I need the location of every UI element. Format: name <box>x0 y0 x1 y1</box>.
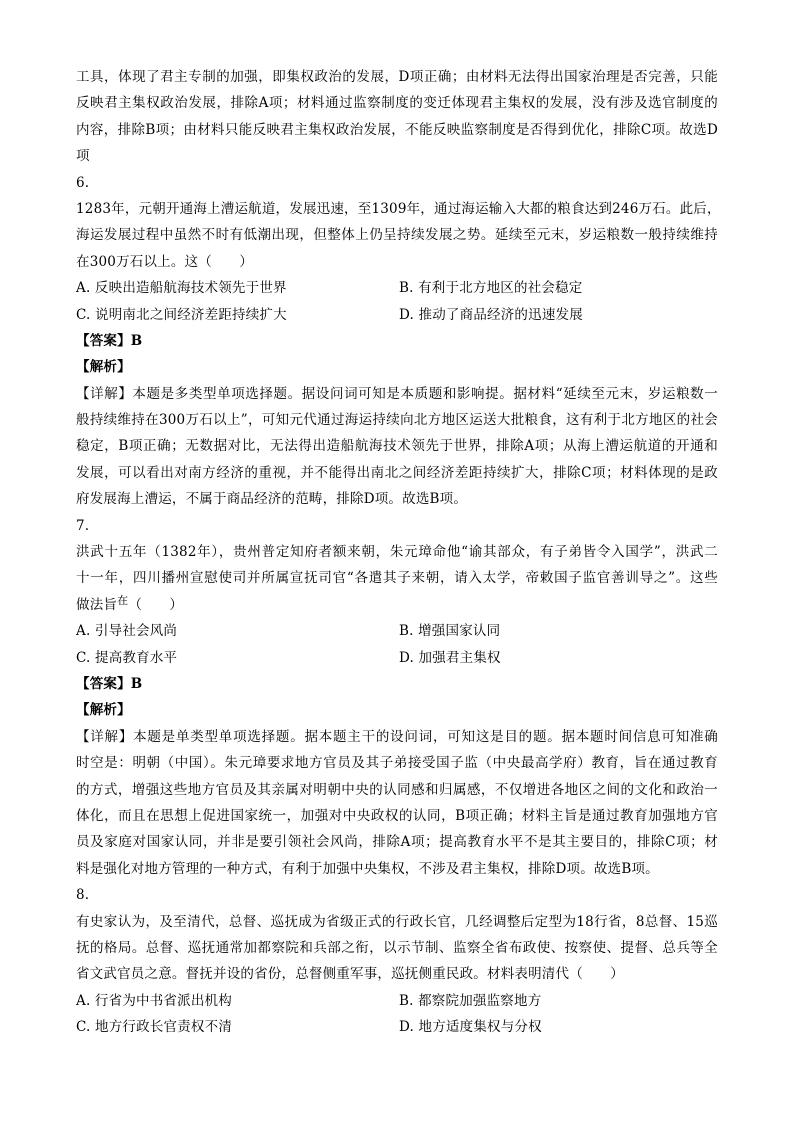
options-row <box>76 988 718 1014</box>
detail-line: 般持续维持在300万石以上”，可知元代通过海运持续向北方地区运送大批粮食，这有利于北方地区的社会 <box>76 412 718 429</box>
question-number: 6. <box>76 174 90 191</box>
detail-line: 员及家庭对国家认同，并非是要引领社会风尚，排除A项；提高教育水平不是其主要目的，排除C项；材 <box>76 834 718 851</box>
option-d: D. 推动了商品经济的迅速发展 <box>399 306 583 323</box>
text-line: 项 <box>76 148 90 165</box>
question-stem: 有史家认为，及至清代，总督、巡抚成为省级正式的行政长官，几经调整后定型为18行省，8总督、15巡 <box>76 913 718 930</box>
option-a: A. 反映出造船航海技术领先于世界 <box>76 280 287 297</box>
document-page <box>76 64 721 1040</box>
question-number: 7. <box>76 517 90 534</box>
answer-label: 【答案】B <box>76 332 143 349</box>
question-number: 8. <box>76 887 90 904</box>
question-stem: 在300万石以上。这（ ） <box>76 253 254 270</box>
options-row <box>76 275 718 301</box>
detail-line: 稳定，B项正确；无数据对比，无法得出造船航海技术领先于世界，排除A项；从海上漕运航道的开通和 <box>76 438 718 455</box>
options-row <box>76 302 718 328</box>
analysis-label: 【解析】 <box>76 702 131 719</box>
question-6 <box>76 170 721 513</box>
options-row <box>76 645 718 671</box>
question-stem: 洪武十五年（1382年），贵州普定知府者额来朝，朱元璋命他“谕其部众，有子弟皆令入国学”，洪武二 <box>76 544 718 561</box>
text-line: 工具，体现了君主专制的加强，即集权政治的发展，D项正确；由材料无法得出国家治理是否完善，只能 <box>76 69 718 85</box>
answer-label: 【答案】B <box>76 675 143 692</box>
text-line: 反映君主集权政治发展，排除A项；材料通过监察制度的变迁体现君主集权的发展，没有涉及选官制度的 <box>76 95 718 112</box>
option-d: D. 加强君主集权 <box>399 649 501 666</box>
detail-line: 发展，可以看出对南方经济的重视，并不能得出南北之间经济差距持续扩大，排除C项；材料体现的是政 <box>76 464 718 481</box>
stem-superscript: 在 <box>117 593 129 607</box>
question-stem: 十一年，四川播州宣慰使司并所属宣抚司官“各遣其子来朝，请入太学，帝敕国子监官善训导之”。这些 <box>76 570 718 587</box>
option-c: C. 提高教育水平 <box>76 649 178 666</box>
question-8 <box>76 882 718 1040</box>
options-row <box>76 1014 718 1040</box>
analysis-label: 【解析】 <box>76 359 131 376</box>
option-d: D. 地方适度集权与分权 <box>399 1019 542 1036</box>
stem-prefix: 做法旨 <box>76 596 118 613</box>
q5-analysis-tail <box>76 64 718 170</box>
question-stem: 省文武官员之意。督抚并设的省份，总督侧重军事，巡抚侧重民政。材料表明清代（ ） <box>76 966 624 983</box>
option-a: A. 行省为中书省派出机构 <box>76 992 232 1009</box>
options-row <box>76 618 718 644</box>
question-7 <box>76 513 718 882</box>
question-stem: 海运发展过程中虽然不时有低潮出现，但整体上仍呈持续发展之势。延续至元末，岁运粮数一般持续维持 <box>76 227 718 244</box>
option-b: B. 有利于北方地区的社会稳定 <box>399 280 583 297</box>
detail-line: 府发展海上漕运，不属于商品经济的范畴，排除D项。故选B项。 <box>76 491 468 508</box>
option-a: A. 引导社会风尚 <box>76 623 178 640</box>
option-b: B. 都察院加强监察地方 <box>399 992 542 1009</box>
detail-line: 时空是：明朝（中国）。朱元璋要求地方官员及其子弟接受国子监（中央最高学府）教育，旨在通过教育 <box>76 755 718 772</box>
text-line: 内容，排除B项；由材料只能反映君主集权政治发展，不能反映监察制度是否得到优化，排除C项。故选D <box>76 121 718 138</box>
stem-suffix: （ ） <box>128 596 184 613</box>
option-c: C. 说明南北之间经济差距持续扩大 <box>76 306 287 323</box>
detail-line: 的方式，增强这些地方官员及其亲属对明朝中央的认同感和归属感，不仅增进各地区之间的文化和政治一 <box>76 781 718 798</box>
option-b: B. 增强国家认同 <box>399 623 501 640</box>
question-stem: 1283年，元朝开通海上漕运航道，发展迅速，至1309年，通过海运输入大都的粮食达到246万石。此后， <box>76 200 721 217</box>
detail-line: 【详解】本题是多类型单项选择题。据设问词可知是本质题和影响提。据材料“延续至元末，岁运粮数一 <box>76 385 718 402</box>
question-stem: 抚的格局。总督、巡抚通常加都察院和兵部之衔，以示节制、监察全省布政使、按察使、提督、总兵等全 <box>76 939 718 956</box>
option-c: C. 地方行政长官责权不清 <box>76 1019 233 1036</box>
detail-line: 体化，而且在思想上促进国家统一，加强对中央政权的认同，B项正确；材料主旨是通过教育加强地方官 <box>76 807 718 824</box>
question-stem-last <box>76 592 718 618</box>
detail-line: 料是强化对地方管理的一种方式，有利于加强中央集权，不涉及君主集权，排除D项。故选B项。 <box>76 860 659 877</box>
detail-line: 【详解】本题是单类型单项选择题。据本题主干的设问词，可知这是目的题。据本题时间信息可知准确 <box>76 728 718 745</box>
